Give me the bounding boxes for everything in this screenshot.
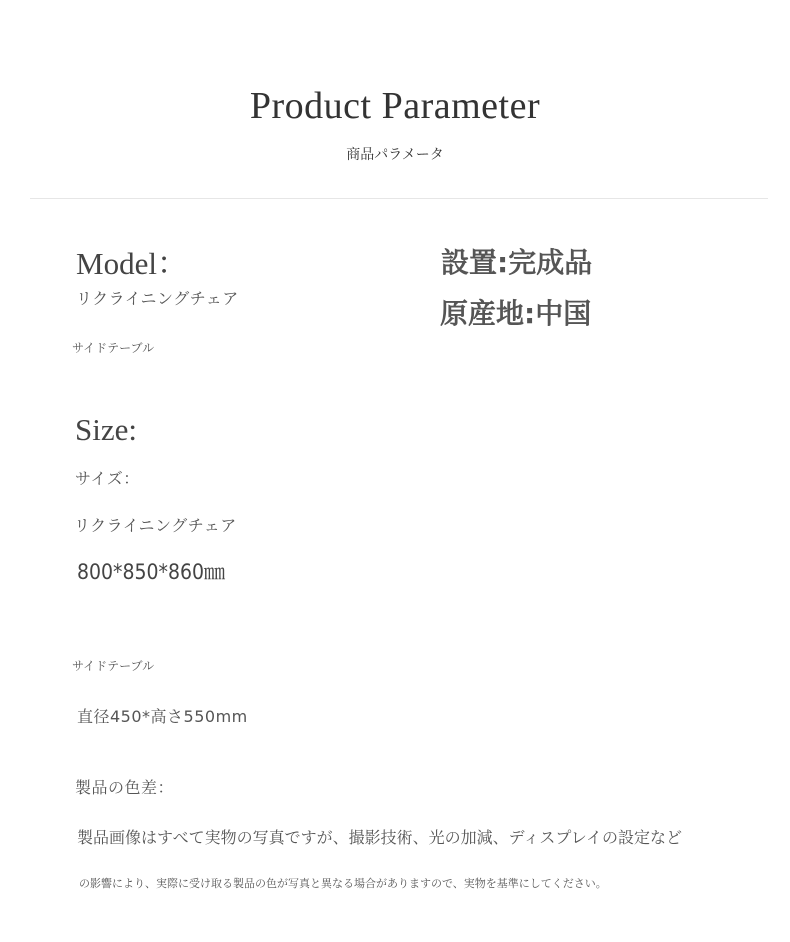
model-item-recliner: リクライニングチェア — [76, 289, 239, 308]
size-recliner-dimensions: 800*850*860㎜ — [77, 560, 226, 584]
page-title: Product Parameter — [249, 85, 541, 127]
origin-spec: 原産地:中国 — [440, 297, 592, 330]
size-heading: Size: — [75, 412, 137, 447]
setup-spec: 設置:完成品 — [441, 246, 593, 279]
size-side-table-dimensions: 直径450*高さ550mm — [77, 707, 248, 726]
color-diff-heading: 製品の色差： — [75, 778, 175, 797]
color-diff-note-line-2: の影響により、実際に受け取る製品の色が写真と異なる場合がありますので、実物を基準にしてください。 — [79, 877, 607, 890]
model-heading: Model： — [76, 246, 188, 281]
size-label: サイズ： — [75, 469, 140, 488]
header-divider — [30, 198, 768, 199]
size-item-side-table: サイドテーブル — [72, 659, 155, 673]
model-item-side-table: サイドテーブル — [72, 341, 155, 355]
color-diff-note-line-1: 製品画像はすべて実物の写真ですが、撮影技術、光の加減、ディスプレイの設定など — [77, 828, 682, 847]
page-subtitle: 商品パラメータ — [346, 147, 444, 163]
size-item-recliner: リクライニングチェア — [74, 516, 237, 535]
